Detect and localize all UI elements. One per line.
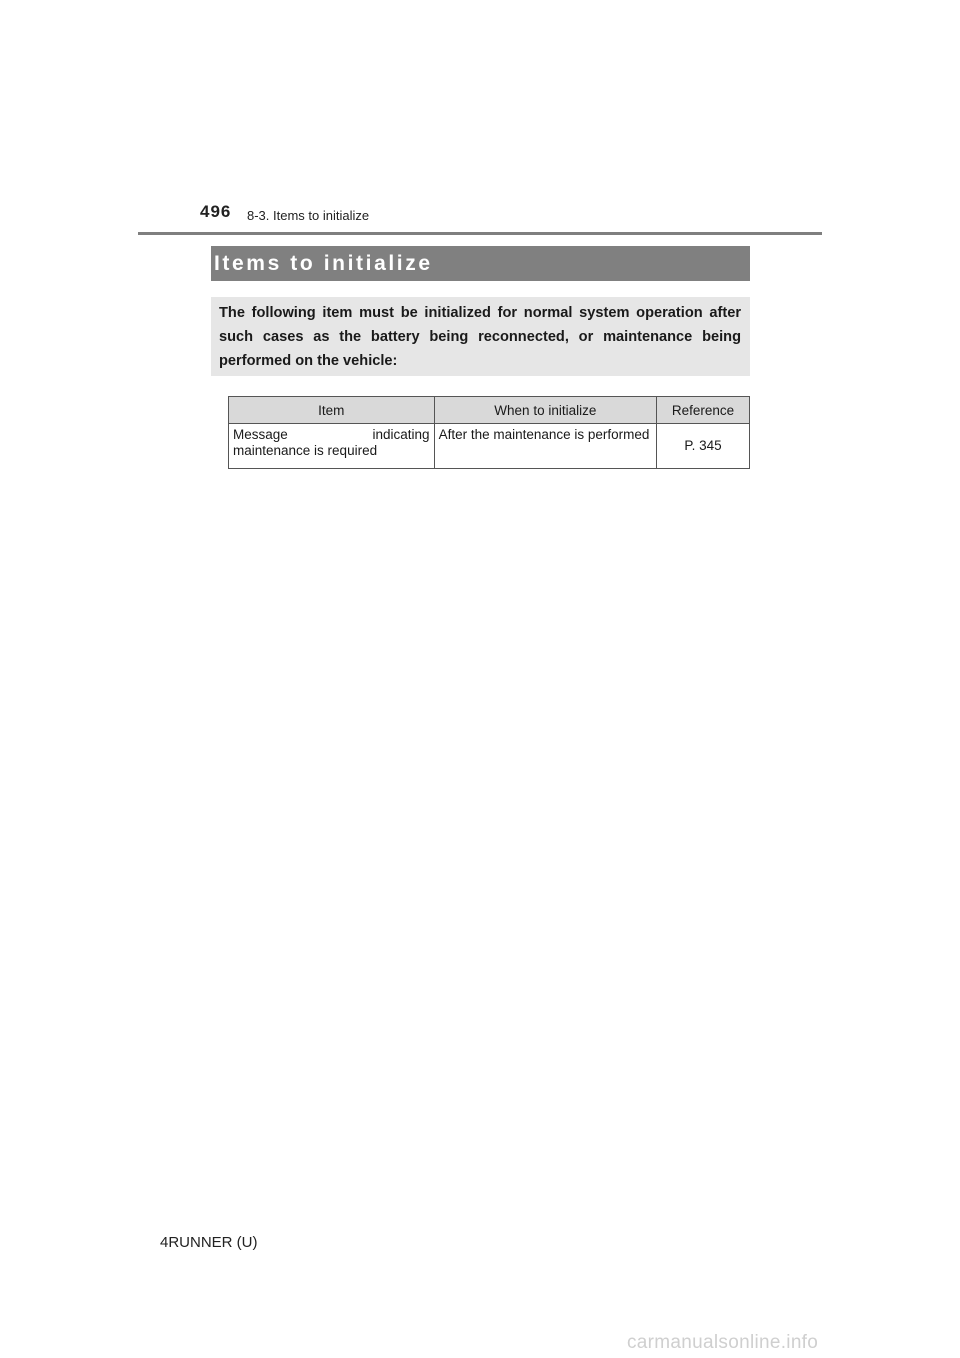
page-number: 496 [200,202,232,221]
section-title: Items to initialize [214,251,433,275]
footer-model: 4RUNNER (U) [160,1234,258,1251]
intro-box [211,297,750,376]
table-header-row [229,397,750,424]
cell-when: After the maintenance is performed [434,424,657,469]
column-header-item: Item [229,397,435,424]
column-header-when: When to initialize [434,397,657,424]
initialize-table [228,396,750,469]
cell-reference-link[interactable]: P. 345 [657,424,750,469]
header-divider [138,232,822,235]
table-row [229,424,750,469]
cell-item: Message indicating maintenance is required [229,424,435,469]
watermark: carmanualsonline.info [627,1332,819,1353]
intro-text: The following item must be initialized for normal system operation after such cases as the battery being reconnected, or maintenance being performed on the vehicle: [219,305,741,369]
section-title-bar [211,246,750,281]
column-header-reference: Reference [657,397,750,424]
section-reference: 8-3. Items to initialize [247,208,370,223]
